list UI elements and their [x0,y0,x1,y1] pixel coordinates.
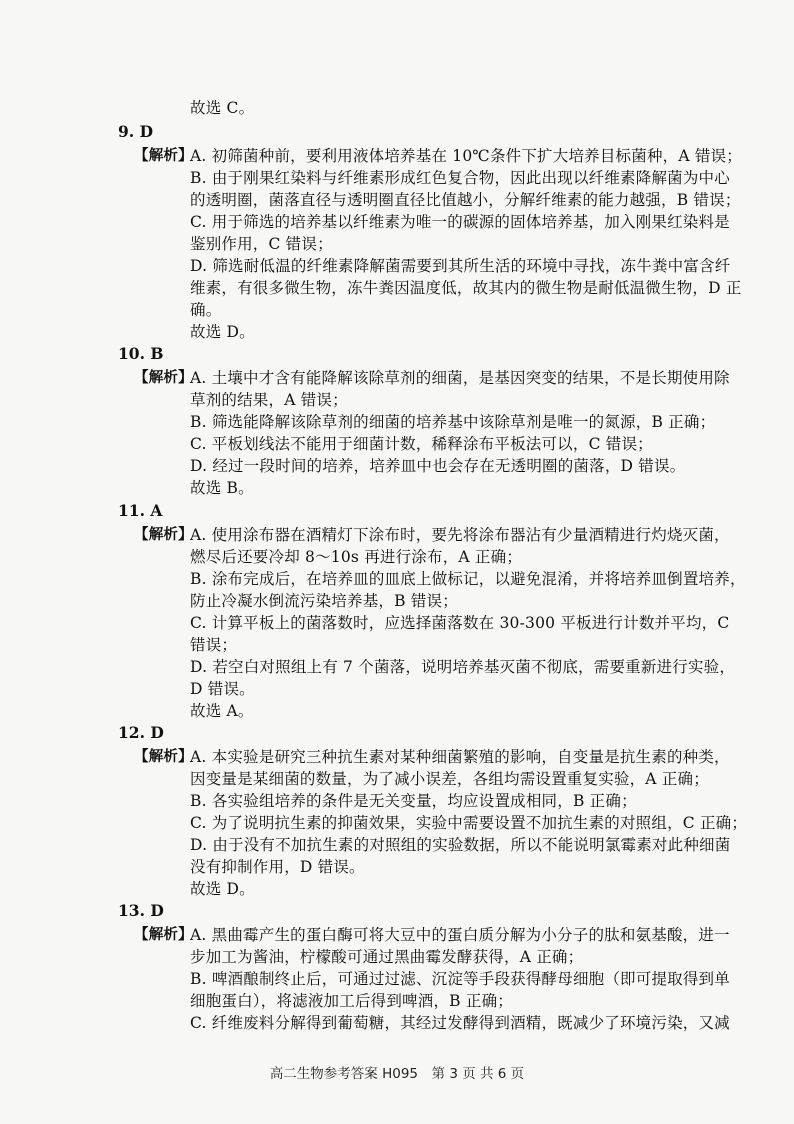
conclusion-line: 故选 A。 [190,702,254,720]
question-number: 9. D [118,122,154,141]
analysis-line: D. 由于没有不加抗生素的对照组的实验数据，所以不能说明氯霉素对此种细菌 [190,836,731,854]
analysis-line: A. 黑曲霉产生的蛋白酶可将大豆中的蛋白质分解为小分子的肽和氨基酸，进一 [190,926,730,944]
analysis-line: 鉴别作用，C 错误； [190,235,333,253]
analysis-line: C. 用于筛选的培养基以纤维素为唯一的碳源的固体培养基，加入刚果红染料是 [190,213,730,231]
analysis-line: 维素，有很多微生物，冻牛粪因温度低，故其内的微生物是耐低温微生物，D 正 [190,279,742,297]
question-number: 13. D [118,901,164,920]
analysis-tag: 【解析】 [134,370,193,386]
analysis-tag: 【解析】 [134,749,193,765]
analysis-line: A. 本实验是研究三种抗生素对某种细菌繁殖的影响，自变量是抗生素的种类， [190,748,730,766]
analysis-line: D. 若空白对照组上有 7 个菌落，说明培养基灭菌不彻底，需要重新进行实验， [190,658,736,676]
analysis-line: B. 涂布完成后，在培养皿的皿底上做标记，以避免混淆，并将培养皿倒置培养， [190,570,746,588]
conclusion-line: 故选 D。 [190,880,255,898]
analysis-line: D. 筛选耐低温的纤维素降解菌需要到其所生活的环境中寻找，冻牛粪中富含纤 [190,257,731,275]
analysis-line: C. 平板划线法不能用于细菌计数，稀释涂布平板法可以，C 错误； [190,435,653,453]
page-footer: 高二生物参考答案 H095 第 3 页 共 6 页 [269,1066,525,1082]
conclusion-line: 故选 C。 [190,99,255,117]
analysis-line: A. 使用涂布器在酒精灯下涂布时，要先将涂布器沾有少量酒精进行灼烧灭菌， [190,526,730,544]
analysis-line: A. 初筛菌种前，要利用液体培养基在 10℃条件下扩大培养目标菌种，A 错误； [190,147,742,165]
analysis-line: 细胞蛋白），将滤液加工后得到啤酒，B 正确； [190,992,513,1010]
analysis-line: 确。 [190,301,222,319]
analysis-line: B. 由于刚果红染料与纤维素形成红色复合物，因此出现以纤维素降解菌为中心 [190,169,730,187]
analysis-line: 步加工为酱油，柠檬酸可通过黑曲霉发酵获得，A 正确； [190,948,584,966]
analysis-tag: 【解析】 [134,527,193,543]
analysis-line: 因变量是某细菌的数量，为了减小误差，各组均需设置重复实验，A 正确； [190,770,709,788]
analysis-line: C. 纤维废料分解得到葡萄糖，其经过发酵得到酒精，既减少了环境污染，又减 [190,1014,730,1032]
analysis-line: 的透明圈，菌落直径与透明圈直径比值越小，分解纤维素的能力越强，B 错误； [190,191,741,209]
analysis-line: D. 经过一段时间的培养，培养皿中也会存在无透明圈的菌落，D 错误。 [190,457,686,475]
analysis-line: A. 土壤中才含有能降解该除草剂的细菌，是基因突变的结果，不是长期使用除 [190,369,730,387]
analysis-tag: 【解析】 [134,148,193,164]
question-number: 11. A [118,501,163,520]
question-number: 10. B [118,344,164,363]
conclusion-line: 故选 D。 [190,323,255,341]
analysis-tag: 【解析】 [134,927,193,943]
analysis-line: 错误； [190,636,238,654]
conclusion-line: 故选 B。 [190,479,254,497]
question-number: 12. D [118,723,164,742]
analysis-line: B. 啤酒酿制终止后，可通过过滤、沉淀等手段获得酵母细胞（即可提取得到单 [190,970,730,988]
analysis-line: B. 各实验组培养的条件是无关变量，均应设置成相同，B 正确； [190,792,637,810]
analysis-line: 燃尽后还要冷却 8～10s 再进行涂布，A 正确； [190,548,523,566]
analysis-line: D 错误。 [190,680,255,698]
analysis-line: C. 为了说明抗生素的抑菌效果，实验中需要设置不加抗生素的对照组，C 正确； [190,814,748,832]
analysis-line: 草剂的结果，A 错误； [190,391,348,409]
analysis-line: B. 筛选能降解该除草剂的细菌的培养基中该除草剂是唯一的氮源，B 正确； [190,413,716,431]
analysis-line: C. 计算平板上的菌落数时，应选择菌落数在 30-300 平板进行计数并平均，C [190,614,730,632]
analysis-line: 防止冷凝水倒流污染培养基，B 错误； [190,592,458,610]
analysis-line: 没有抑制作用，D 错误。 [190,858,365,876]
